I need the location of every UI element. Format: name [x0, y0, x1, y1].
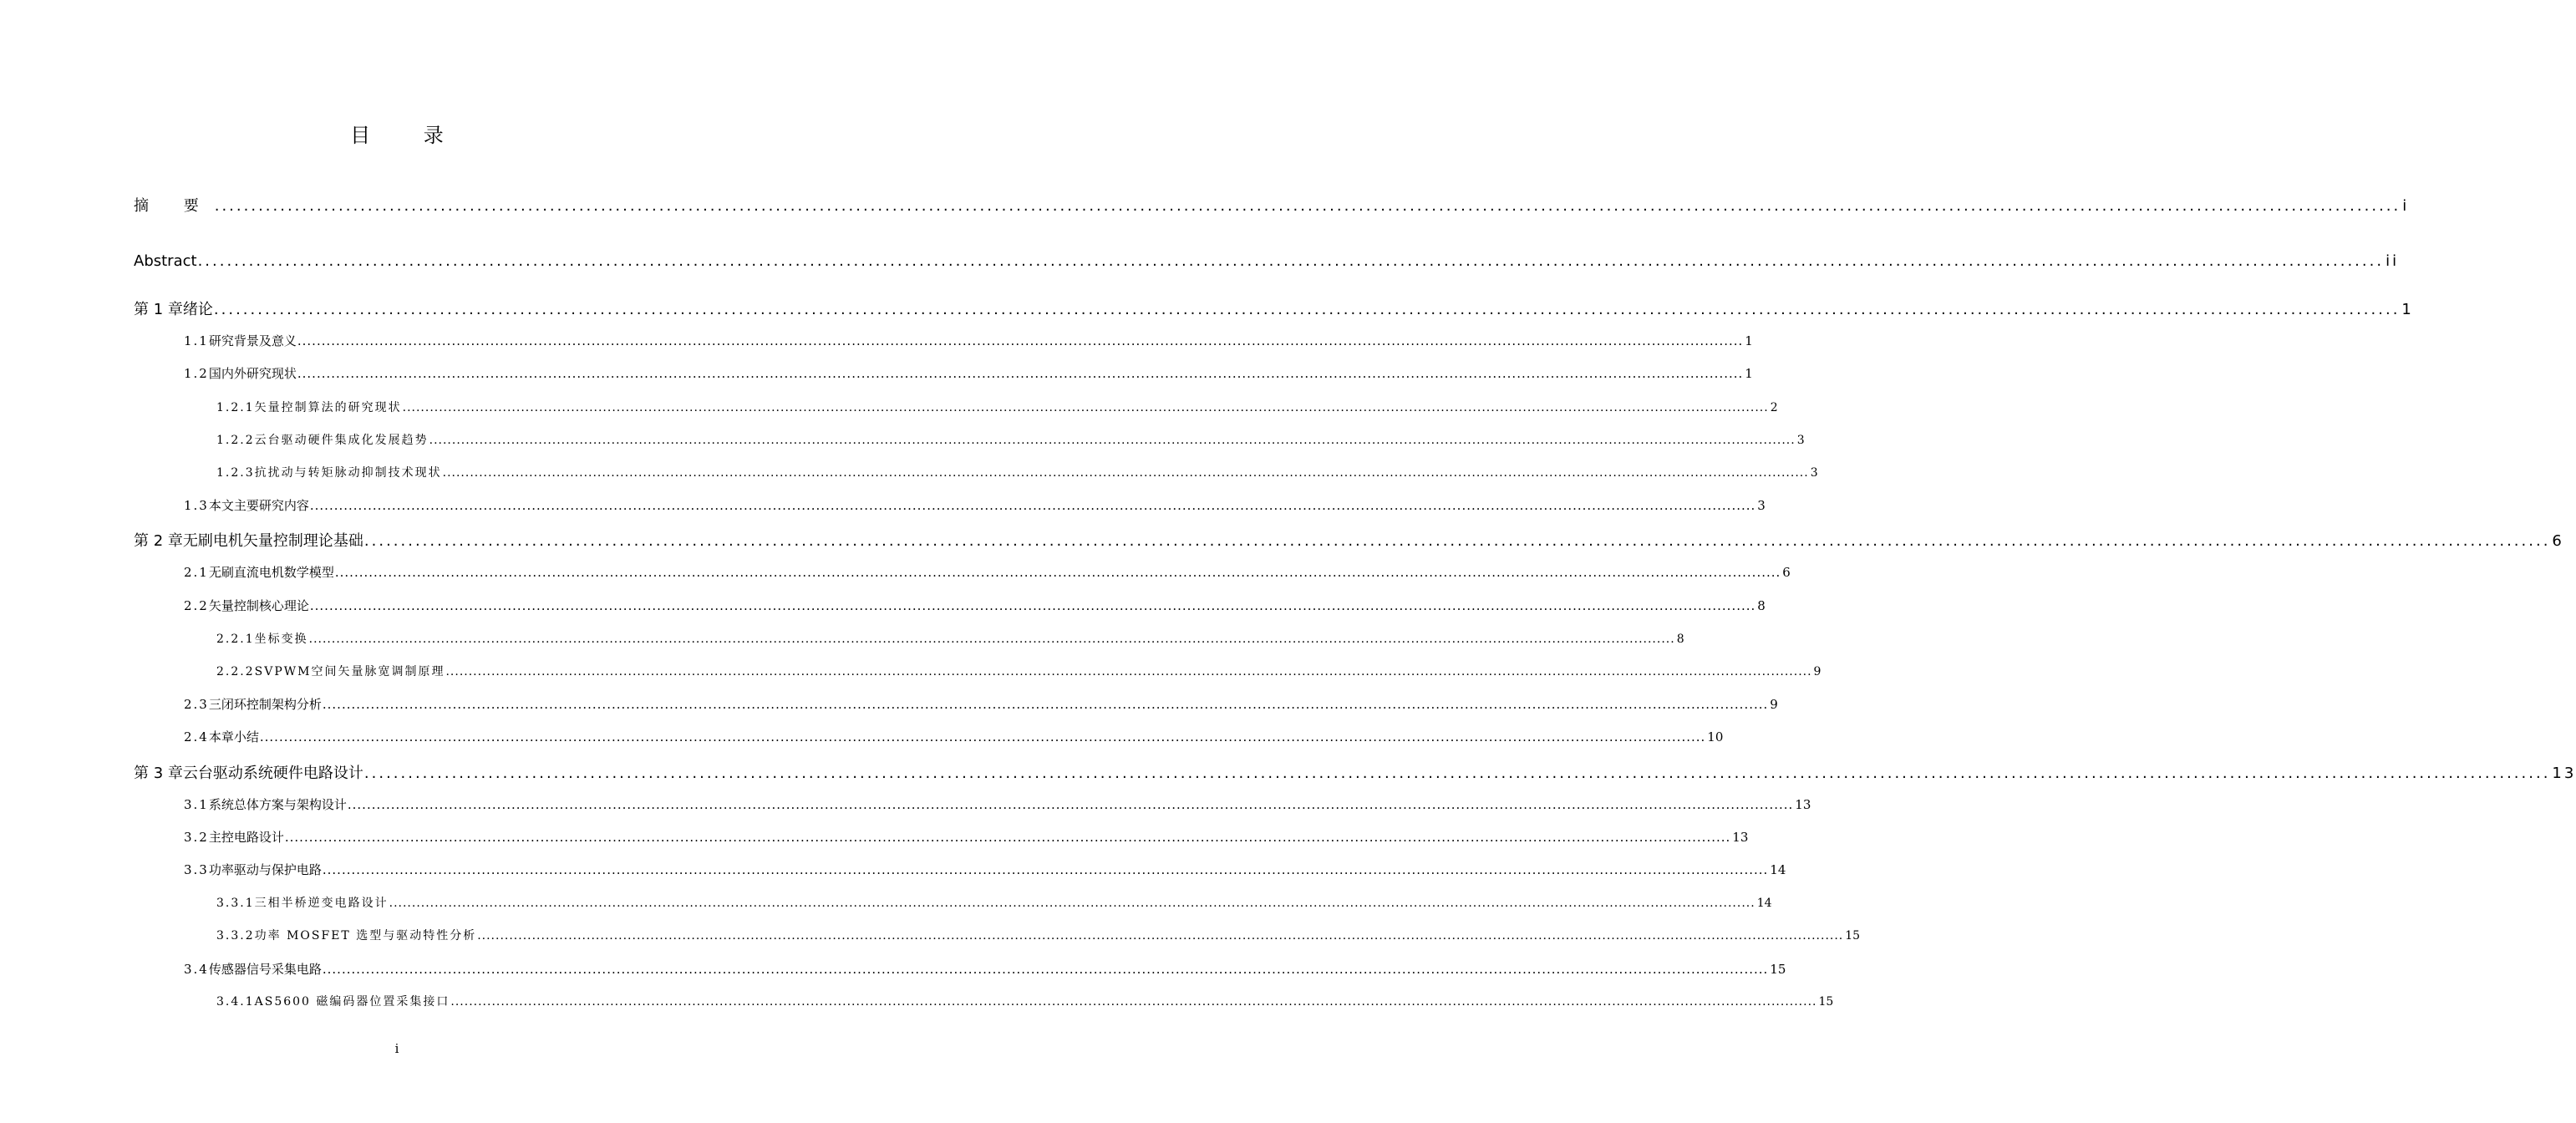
- toc-entry-page: 3: [1757, 498, 1766, 513]
- toc-entry[interactable]: [184, 795, 1811, 813]
- toc-entry-title: 抗扰动与转矩脉动抑制技术现状: [254, 466, 442, 480]
- toc-entry-page: 10: [1707, 729, 1724, 744]
- toc-entry[interactable]: [134, 194, 2410, 216]
- toc-entry[interactable]: [184, 861, 1786, 878]
- toc-entry-page: 14: [1770, 862, 1786, 877]
- toc-entry-title: 云台驱动系统硬件电路设计: [182, 765, 363, 782]
- toc-entry[interactable]: [134, 297, 2414, 319]
- toc-leader-dots: ............................................................................................................................................................................................................................................................................................................: [347, 797, 1794, 812]
- toc-entry-page: 13: [1732, 830, 1749, 845]
- toc-entry-number: 3.3.2: [216, 929, 255, 943]
- toc-leader-dots: ............................................................................................................................................................................................................................................................................................................: [389, 897, 1755, 910]
- toc-entry-number: 1.2.1: [216, 401, 255, 414]
- toc-leader-dots: ............................................................................................................................................................................................................................................................................................................: [322, 962, 1769, 977]
- toc-entry-number: 3.1: [184, 797, 209, 812]
- toc-entry-number: 2.4: [184, 729, 209, 744]
- toc-entry-page: 13: [1795, 797, 1811, 812]
- toc-entry[interactable]: [184, 563, 1791, 581]
- toc-entry-number: 2.2.1: [216, 633, 255, 646]
- toc-entry-page: 8: [1757, 598, 1766, 613]
- toc-entry-number: 1.2: [184, 366, 209, 381]
- toc-entry-page: 8: [1676, 633, 1684, 646]
- toc-entry-title: 三闭环控制架构分析: [208, 697, 322, 712]
- toc-entry[interactable]: [184, 332, 1753, 349]
- toc-entry-number: 2.2: [184, 598, 209, 613]
- toc-entry-number: 3.4: [184, 962, 209, 977]
- toc-entry[interactable]: [216, 663, 1821, 679]
- toc-entry[interactable]: [184, 496, 1766, 514]
- toc-entry-title: 系统总体方案与架构设计: [208, 797, 347, 812]
- toc-entry[interactable]: [216, 630, 1684, 647]
- toc-leader-dots: ............................................................................................................................................................................................................................................................................................................: [402, 401, 1769, 414]
- toc-entry-number: 2.3: [184, 697, 209, 712]
- toc-leader-dots: ............................................................................................................................................................................................................................................................................................................: [363, 765, 2551, 782]
- toc-leader-dots: ............................................................................................................................................................................................................................................................................................................: [197, 252, 2385, 270]
- toc-entry-title: 国内外研究现状: [208, 366, 297, 381]
- toc-leader-dots: ............................................................................................................................................................................................................................................................................................................: [477, 929, 1844, 943]
- toc-entry[interactable]: [216, 431, 1805, 448]
- toc-entry-page: 1: [2401, 301, 2414, 318]
- toc-entry-title: 云台驱动硬件集成化发展趋势: [254, 434, 429, 447]
- toc-entry[interactable]: [184, 828, 1749, 846]
- toc-entry-page: 6: [1782, 565, 1791, 580]
- toc-leader-dots: ............................................................................................................................................................................................................................................................................................................: [297, 333, 1744, 348]
- toc-entry-title: 绪论: [182, 301, 213, 318]
- toc-leader-dots: ............................................................................................................................................................................................................................................................................................................: [363, 532, 2551, 550]
- toc-entry[interactable]: [216, 894, 1772, 911]
- toc-entry[interactable]: [134, 529, 2564, 551]
- toc-entry[interactable]: [216, 464, 1818, 480]
- toc-entry-title: 摘 要: [134, 197, 214, 215]
- toc-entry-page: 13: [2552, 765, 2576, 782]
- toc-entry-page: 15: [1770, 962, 1786, 977]
- toc-entry-page: 1: [1745, 333, 1753, 348]
- toc-entry-page: 2: [1770, 401, 1778, 414]
- toc-leader-dots: ............................................................................................................................................................................................................................................................................................................: [322, 862, 1769, 877]
- toc-entry-title: AS5600 磁编码器位置采集接口: [254, 995, 450, 1009]
- toc-entry[interactable]: [134, 761, 2576, 783]
- toc-entry-title: 传感器信号采集电路: [208, 962, 322, 977]
- toc-entry-number: 3.3.1: [216, 897, 255, 910]
- toc-entry-number: 3.3: [184, 862, 209, 877]
- toc-entry-page: i: [2402, 197, 2410, 215]
- toc-entry-number: 2.1: [184, 565, 209, 580]
- toc-entry[interactable]: [134, 252, 2400, 270]
- toc-leader-dots: ............................................................................................................................................................................................................................................................................................................: [334, 565, 1781, 580]
- toc-entry-number: 2.2.2: [216, 665, 255, 678]
- toc-entry[interactable]: [184, 597, 1766, 614]
- page-number: i: [394, 1041, 399, 1056]
- toc-leader-dots: ............................................................................................................................................................................................................................................................................................................: [450, 995, 1817, 1009]
- toc-entry-title: 矢量控制核心理论: [208, 598, 309, 613]
- toc-entry-number: 1.1: [184, 333, 209, 348]
- toc-entry-page: 3: [1796, 434, 1805, 447]
- toc-entry[interactable]: [184, 695, 1778, 713]
- toc-entry-page: 15: [1845, 929, 1861, 943]
- toc-entry[interactable]: [184, 364, 1753, 382]
- toc-leader-dots: ............................................................................................................................................................................................................................................................................................................: [308, 633, 1675, 646]
- toc-entry-title: 主控电路设计: [208, 830, 284, 845]
- toc-entry-number: 第 3 章: [134, 765, 183, 782]
- toc-leader-dots: ............................................................................................................................................................................................................................................................................................................: [445, 665, 1812, 678]
- toc-leader-dots: ............................................................................................................................................................................................................................................................................................................: [284, 830, 1731, 845]
- toc-entry-page: 1: [1745, 366, 1753, 381]
- toc-entry[interactable]: [184, 960, 1786, 978]
- toc-entry-title: 本章小结: [208, 729, 259, 744]
- toc-entry-number: 第 1 章: [134, 301, 183, 318]
- toc-entry-number: 1.2.2: [216, 434, 255, 447]
- toc-leader-dots: ............................................................................................................................................................................................................................................................................................................: [259, 729, 1706, 744]
- toc-entry-page: 15: [1818, 995, 1834, 1009]
- toc-entry-title: 研究背景及意义: [208, 333, 297, 348]
- toc-leader-dots: ............................................................................................................................................................................................................................................................................................................: [309, 598, 1756, 613]
- toc-entry-title: 矢量控制算法的研究现状: [254, 401, 402, 414]
- toc-entry-title: 功率 MOSFET 选型与驱动特性分析: [254, 929, 477, 943]
- toc-leader-dots: ............................................................................................................................................................................................................................................................................................................: [322, 697, 1769, 712]
- toc-entry-title: SVPWM空间矢量脉宽调制原理: [254, 665, 445, 678]
- toc-entry-number: 3.2: [184, 830, 209, 845]
- toc-entry-number: 第 2 章: [134, 532, 183, 550]
- toc-entry-title: 坐标变换: [254, 633, 308, 646]
- toc-entry[interactable]: [184, 728, 1724, 745]
- toc-entry-number: 1.3: [184, 498, 209, 513]
- toc-entry[interactable]: [216, 993, 1834, 1009]
- toc-leader-dots: ............................................................................................................................................................................................................................................................................................................: [213, 301, 2401, 318]
- toc-entry-page: 9: [1813, 665, 1821, 678]
- toc-entry-title: 功率驱动与保护电路: [208, 862, 322, 877]
- toc-entry-page: 14: [1756, 897, 1772, 910]
- toc-entry-title: 无刷直流电机数学模型: [208, 565, 334, 580]
- toc-entry-number: 1.2.3: [216, 466, 255, 480]
- toc-leader-dots: ............................................................................................................................................................................................................................................................................................................: [429, 434, 1796, 447]
- toc-leader-dots: ............................................................................................................................................................................................................................................................................................................: [442, 466, 1809, 480]
- toc-leader-dots: ............................................................................................................................................................................................................................................................................................................: [309, 498, 1756, 513]
- toc-entry-title: 三相半桥逆变电路设计: [254, 897, 389, 910]
- toc-entry-page: ii: [2385, 252, 2400, 270]
- toc-entry-title: 本文主要研究内容: [208, 498, 309, 513]
- toc-entry-title: 无刷电机矢量控制理论基础: [182, 532, 363, 550]
- toc-leader-dots: ............................................................................................................................................................................................................................................................................................................: [214, 197, 2401, 215]
- page-title: 目 录: [350, 124, 467, 147]
- toc-leader-dots: ............................................................................................................................................................................................................................................................................................................: [297, 366, 1744, 381]
- toc-entry[interactable]: [216, 927, 1861, 943]
- toc-entry[interactable]: [216, 399, 1778, 415]
- toc-entry-title: Abstract: [134, 252, 197, 270]
- toc-entry-page: 3: [1810, 466, 1818, 480]
- toc-entry-page: 6: [2552, 532, 2564, 550]
- toc-entry-page: 9: [1770, 697, 1778, 712]
- toc-entry-number: 3.4.1: [216, 995, 255, 1009]
